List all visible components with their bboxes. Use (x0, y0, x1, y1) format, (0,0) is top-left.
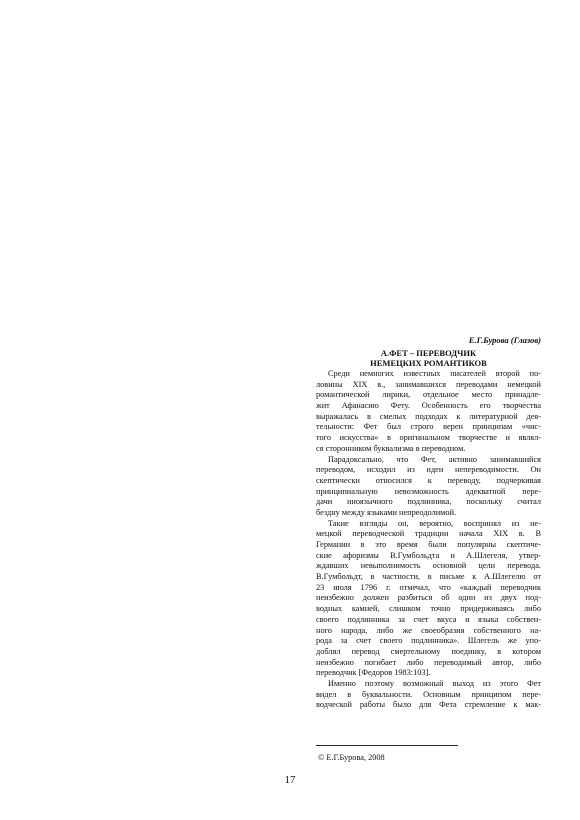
text-line: неизбежно погибает либо переводимый автор, либо (316, 657, 541, 667)
article-body (316, 369, 541, 711)
text-line: неизбежно должен разбиться об один из двух под- (316, 593, 541, 603)
text-line: ские афоризмы В.Гумбольдта и А.Шлегеля, утвер- (316, 550, 541, 560)
text-line: Такие взгляды он, вероятно, воспринял из не- (328, 518, 541, 528)
text-line: Парадоксально, что Фет, активно занимавшийся (328, 454, 541, 464)
text-line: Среди немногих известных писателей второй по- (328, 369, 541, 378)
text-line: скептически относился к переводу, подчеркивая (316, 475, 541, 485)
text-line: тельности: Фет был строго верен принципам «чис- (316, 422, 541, 432)
author-line: Е.Г.Бурова (Глазов) (468, 335, 541, 345)
text-line: переводом, исходил из идеи непереводимости. Он (316, 465, 541, 475)
text-line: того искусства» в оригинальном творчестве и являл- (316, 433, 541, 443)
article-title (316, 348, 541, 368)
text-line: рода за счет своего подлинника». Шлегель же упо- (316, 636, 541, 646)
text-line: доблял перевод смертельному поединку, в котором (316, 646, 541, 656)
text-line: принципиальную невозможность адекватной пере- (316, 486, 541, 496)
copyright-footnote: © Е.Г.Бурова, 2008 (318, 753, 385, 762)
text-line: ждавших невыполнимость основной цели перевода. (316, 561, 541, 571)
text-line: своего подлинника за счет вкуса и языка собствен- (316, 614, 541, 624)
text-line: ного народа, либо же своеобразия собственного на- (316, 625, 541, 635)
text-line: водческой работы было для Фета стремление к мак- (316, 700, 541, 710)
text-line: В.Гумбольдт, в частности, в письме к А.Шлегелю от (316, 572, 541, 582)
text-line: дачи иноязычного подлинника, поскольку считал (316, 497, 541, 507)
text-line: 23 июля 1796 г. отмечал, что «каждый переводчик (316, 582, 541, 592)
title-line-1: А.ФЕТ – ПЕРЕВОДЧИК (380, 348, 477, 358)
footnote-separator (316, 745, 458, 746)
text-line: переводчик [Федоров 1983:103]. (316, 668, 431, 678)
text-line: бездну между языками непреодолимой. (316, 507, 457, 517)
text-line: видел в буквальности. Основным принципом пере- (316, 689, 541, 699)
text-line: романтической лирики, отдельное место принадле- (316, 390, 541, 400)
text-line: жит Афанасию Фету. Особенность его творчества (316, 401, 541, 411)
text-line: выражалась в смелых подходах к литературной дея- (316, 411, 541, 421)
text-line: водных камней, слишком точно придерживаясь либо (316, 604, 541, 614)
text-line: мецкой переводческой традиции начала XIX в. В (316, 529, 541, 539)
page-number: 17 (284, 774, 296, 786)
text-line: Именно поэтому возможный выход из этого Фет (328, 678, 541, 688)
title-line-2: НЕМЕЦКИХ РОМАНТИКОВ (370, 358, 487, 368)
text-line: ловины XIX в., занимавшихся переводами немецкой (316, 379, 541, 389)
text-line: Германии в это время были популярны скептиче- (316, 540, 541, 549)
text-line: ся сторонником буквализма в переводном. (316, 443, 466, 453)
